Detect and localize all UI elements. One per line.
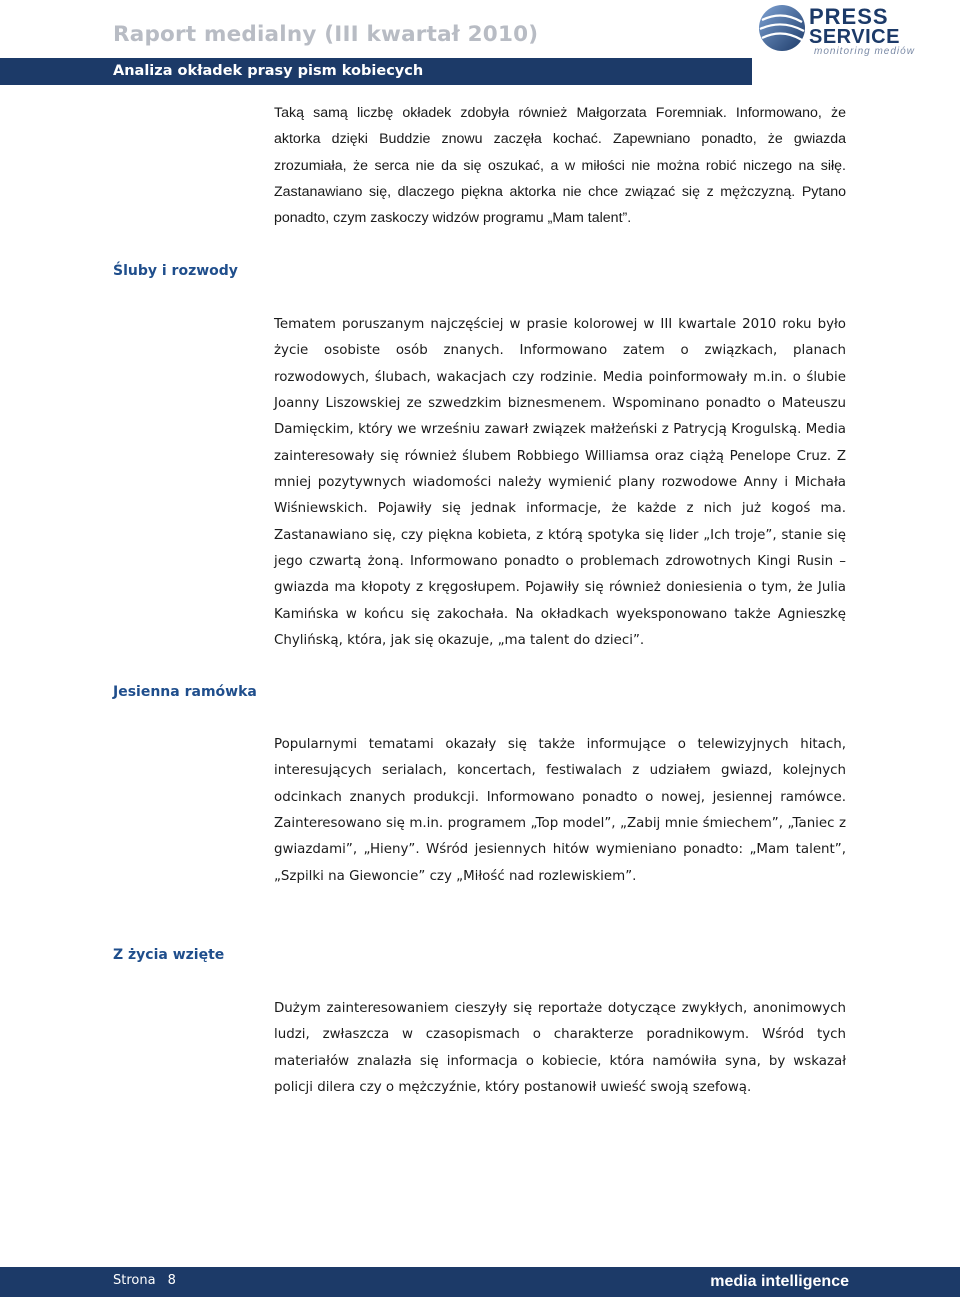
section-paragraph-z-zycia: Dużym zainteresowaniem cieszyły się reportaże dotyczące zwykłych, anonimowych ludzi, zwłaszcza w czasopismach o charakterze poradnikowym. Wśród tych materiałów znalazła się informacja o kobiecie, która namówiła syna, by wskazał policji dilera czy o mężczyźnie, który postanowił uwieść swoją szefową.: [274, 1001, 846, 1096]
section-heading-z-zycia: Z życia wzięte: [113, 947, 225, 963]
section-heading-ramowka: Jesienna ramówka: [113, 684, 257, 700]
section-paragraph-sluby: Tematem poruszanym najczęściej w prasie kolorowej w III kwartale 2010 roku było życie osobiste osób znanych. Informowano zatem o związkach, planach rozwodowych, ślubach, wakacjach czy rodzinie. Media poinformowały m.in. o ślubie Joanny Liszowskiej ze szwedzkim biznesmenem. Wspominano ponadto o Mateuszu Damięckim, który we wrześniu zawarł związek małżeński z Patrycją Krogulską. Media zainteresowały się również ślubem Robbiego Williamsa oraz ciążą Penelope Cruz. Z mniej pozytywnych wiadomości należy wymienić plany rozwodowe Anny i Michała Wiśniewskich. Pojawiły się jednak informacje, że każde z nich już kogoś ma. Zastanawiano się, czy piękna kobieta, z którą spotyka się lider „Ich troje”, stanie się jego czwartą żoną. Informowano ponadto o problemach zdrowotnych Kingi Rusin – gwiazda ma kłopoty z kręgosłupem. Pojawiły się również doniesienia o tym, że Julia Kamińska w końcu się zakochała. Na okładkach wyeksponowano także Agnieszkę Chylińską, która, jak się okazuje, „ma talent do dzieci”.: [274, 317, 846, 649]
page-footer: [0, 1267, 960, 1297]
report-title: Raport medialny (III kwartał 2010): [113, 22, 539, 47]
logo-word-press: PRESS: [809, 4, 889, 29]
section-paragraph-ramowka: Popularnymi tematami okazały się także informujące o telewizyjnych hitach, interesujących serialach, koncertach, festiwalach z udziałem gwiazd, kolejnych odcinkach znanych produkcji. Informowano ponadto o nowej, jesiennej ramówce. Zainteresowano się m.in. programem „Top model”, „Zabij mnie śmiechem”, „Taniec z gwiazdami”, „Hieny”. Wśród jesiennych hitów wymieniano ponadto: „Mam talent”, „Szpilki na Giewoncie” czy „Miłość nad rozlewiskiem”.: [274, 737, 846, 884]
page-number-label: [113, 1273, 176, 1288]
page-label: Strona: [113, 1273, 156, 1288]
report-subtitle: Analiza okładek prasy pism kobiecych: [113, 63, 424, 79]
logo-word-service: SERVICE: [809, 26, 900, 48]
logo-tagline: monitoring mediów: [814, 46, 915, 57]
globe-icon: [759, 5, 805, 51]
intro-paragraph: Taką samą liczbę okładek zdobyła również Małgorzata Foremniak. Informowano, że aktorka dzięki Buddzie znowu zaczęła kochać. Zapewniano ponadto, że gwiazda zrozumiała, że serca nie da się oszukać, a w miłości nie można robić niczego na siłę. Zastanawiano się, dlaczego piękna aktorka nie chce związać się z mężczyzną. Pytano ponadto, czym zaskoczy widzów programu „Mam talent”.: [274, 105, 846, 227]
header-bar: [0, 58, 752, 85]
press-service-logo: [756, 2, 948, 58]
page-number: 8: [167, 1273, 176, 1288]
footer-brand: media intelligence: [710, 1273, 849, 1290]
section-heading-sluby: Śluby i rozwody: [113, 263, 238, 279]
